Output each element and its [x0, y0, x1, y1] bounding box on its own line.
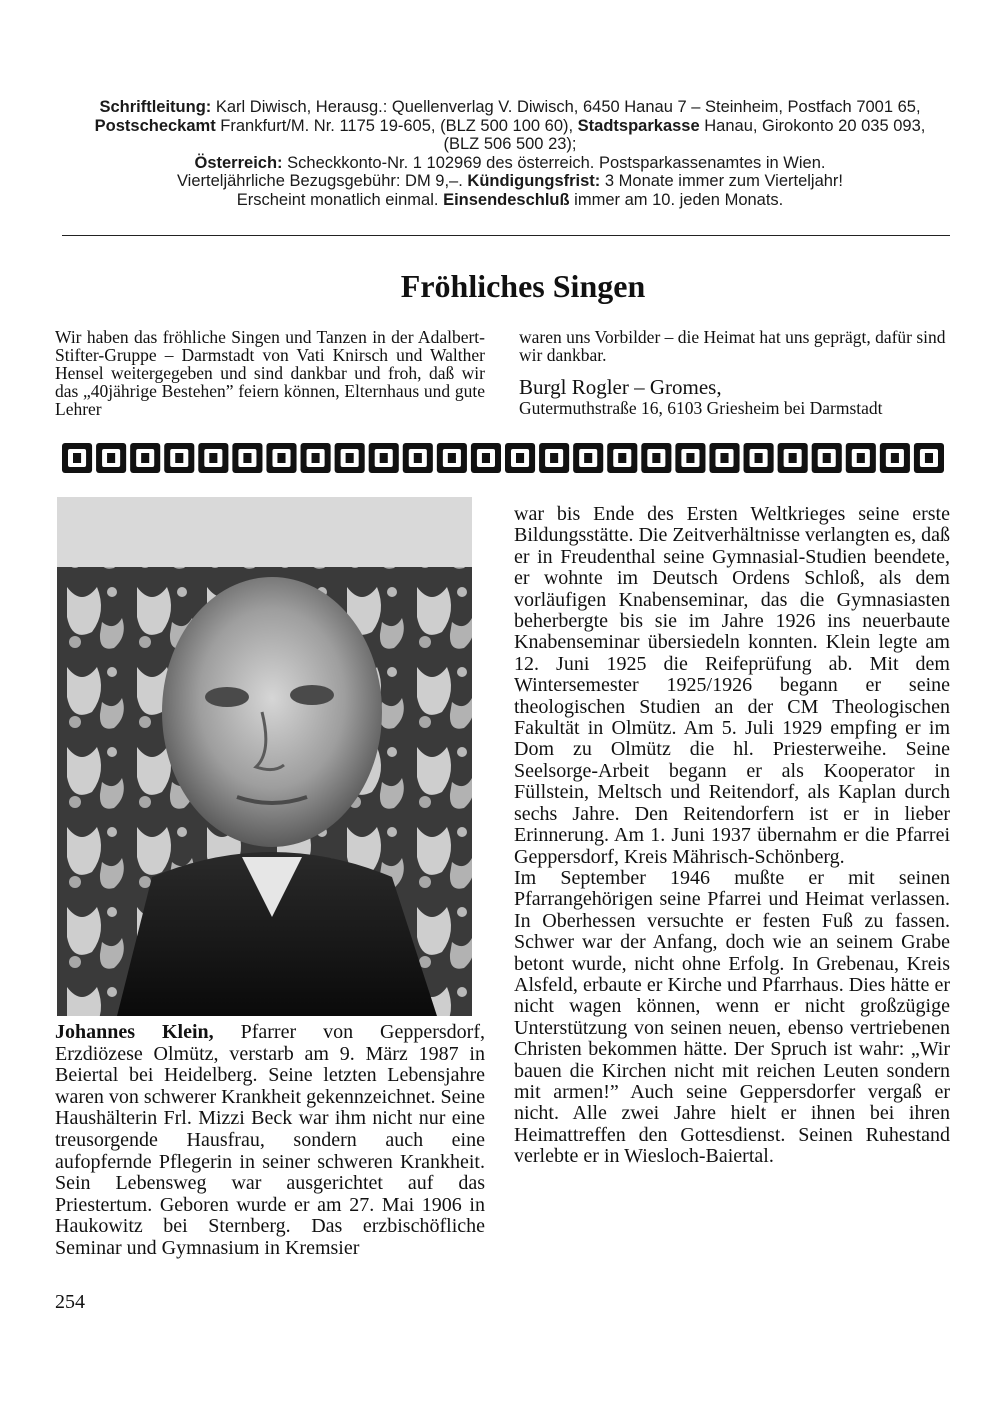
- article-headline: Fröhliches Singen: [400, 268, 646, 304]
- article2-left-column: [55, 1022, 485, 1260]
- ornament-cell-core: [482, 453, 490, 463]
- masthead-line-3: [60, 135, 960, 154]
- article2-left-text: Pfarrer von Geppersdorf, Erzdiözese Olmütz, verstarb am 9. März 1987 in Beiertal bei Heidelberg. Seine letzten Lebensjahre waren von schwerer Krankheit gekennzeichnet. Seine Haushälterin Frl. Mizzi Beck war ihm nicht nur eine treusorgende Hausfrau, sondern auch eine aufopfernde Pflegerin in seiner schweren Krankheit. Sein Lebensweg war ausgerichtet auf das Priestertum. Geboren wurde er am 27. Mai 1906 in Haukowitz bei Sternberg. Das erzbischöfliche Seminar und Gymnasium in Kremsier: [55, 1021, 485, 1259]
- masthead-text: Frankfurt/M. Nr. 1175 19-605, (BLZ 500 100 60),: [215, 116, 578, 135]
- article1-author-address: Gutermuthstraße 16, 6103 Griesheim bei Darmstadt: [519, 398, 883, 418]
- article1-right-column: [519, 328, 951, 418]
- ornament-cell-core: [73, 453, 81, 463]
- article2-right-column: [514, 504, 950, 1168]
- article2-person-name: Johannes Klein,: [55, 1021, 214, 1043]
- ornament-cell-core: [346, 453, 354, 463]
- masthead-text: 3 Monate immer zum Vierteljahr!: [600, 172, 844, 190]
- masthead-text: Hanau, Girokonto 20 035 093,: [699, 116, 926, 135]
- ornament-cell-core: [277, 453, 285, 463]
- ornament-cell-core: [550, 453, 558, 463]
- masthead-line-6: [60, 191, 960, 210]
- ornament-cell-core: [652, 453, 660, 463]
- masthead-label: Stadtsparkasse: [577, 116, 700, 135]
- ornamental-border: [60, 441, 946, 475]
- ornament-cell-core: [141, 453, 149, 463]
- masthead-label: Einsendeschluß: [443, 190, 570, 209]
- masthead-line-4: [60, 154, 960, 173]
- ornament-cell-core: [720, 453, 728, 463]
- ornament-cell-core: [380, 453, 388, 463]
- portrait-photo: [57, 497, 472, 1016]
- masthead: [60, 98, 960, 209]
- masthead-label: Postscheckamt: [94, 116, 216, 135]
- masthead-text: Erscheint monatlich einmal.: [236, 190, 444, 209]
- masthead-text: Vierteljährliche Bezugsgebühr: DM 9,–.: [176, 172, 468, 190]
- article1-right-text: waren uns Vorbilder – die Heimat hat uns geprägt, dafür sind wir dankbar.: [519, 327, 946, 365]
- masthead-divider: [62, 235, 950, 236]
- masthead-line-5: [60, 172, 960, 191]
- ornament-cell-core: [686, 453, 694, 463]
- article2-right-paragraph-1: war bis Ende des Ersten Weltkrieges seine erste Bildungsstätte. Die Zeitverhältnisse verlangten es, daß er in Freudenthal seine Gymnasial-Studien beendete, er wohnte im Deutsch Ordens Schloß, als dem vorläufigen Knabenseminar, das die Gymnasiasten beherbergte bis sie im Jahre 1926 ins neuerbaute Knabenseminar übersiedeln konnten. Klein legte am 12. Juni 1925 die Reifeprüfung ab. Mit dem Wintersemester 1925/1926 begann er seine theologischen Studien an der CM Theologischen Fakultät in Olmütz. Am 5. Juli 1929 empfing er im Dom zu Olmütz die hl. Priesterweihe. Seine Seelsorge-Arbeit begann er als Kooperator in Füllstein, Meltsch und Reitendorf, als Kaplan durch sechs Jahre. Den Reitendorfern ist er in lieber Erinnerung. Am 1. Juni 1937 übernahm er die Pfarrei Geppersdorf, Kreis Mährisch-Schönberg.: [514, 503, 950, 868]
- masthead-line-1: [60, 98, 960, 117]
- ornament-cell-core: [789, 453, 797, 463]
- ornament-cell-core: [618, 453, 626, 463]
- ornament-cell-core: [516, 453, 524, 463]
- masthead-text: immer am 10. jeden Monats.: [569, 190, 784, 209]
- masthead-label: Schriftleitung:: [99, 98, 212, 116]
- ornament-cell-core: [891, 453, 899, 463]
- ornament-cell-core: [755, 453, 763, 463]
- ornament-cell-core: [857, 453, 865, 463]
- page-number: 254: [55, 1291, 85, 1313]
- article2-right-paragraph-2: Im September 1946 mußte er mit seinen Pfarrangehörigen seine Pfarrei und Heimat verlassen. In Oberhessen versuchte er festen Fuß zu fassen. Schwer war der Anfang, doch wie an seinem Grabe betont wurde, nicht ohne Erfolg. In Grebenau, Kreis Alsfeld, erbaute er Kirche und Pfarrhaus. Dies hätte er nicht wagen können, wenn er nicht großzügige Unterstützung von seinen neuen, ebenso vertriebenen Christen bekommen hätte. Der Spruch ist wahr: „Wir bauen die Kirchen nicht mit reichen Leuten sondern mit armen!” Auch seine Geppersdorfer vergaß er nicht. Alle zwei Jahre hielt er ihnen bei ihren Heimattreffen den Gottesdienst. Seinen Ruhestand verlebte er in Wiesloch-Baiertal.: [514, 866, 950, 1168]
- ornament-cell-core: [584, 453, 592, 463]
- ornament-cell-core: [448, 453, 456, 463]
- ornament-cell-core: [243, 453, 251, 463]
- masthead-text: (BLZ 506 500 23);: [443, 135, 577, 153]
- article1-left-column: Wir haben das fröhliche Singen und Tanzen in der Adalbert-Stifter-Gruppe – Darmstadt von Vati Knirsch und Walther Hensel weitergegeben und sind dankbar und froh, daß wir das „40jährige Bestehen” feiern können, Elternhaus und gute Lehrer: [55, 327, 485, 419]
- masthead-text: Scheckkonto-Nr. 1 102969 des österreich. Postsparkassenamtes in Wien.: [282, 153, 826, 172]
- ornament-cell-core: [209, 453, 217, 463]
- ornament-cell-core: [107, 453, 115, 463]
- ornament-cell-core: [175, 453, 183, 463]
- article1-author-name: Burgl Rogler – Gromes,: [519, 375, 722, 399]
- ornament-cell-core: [823, 453, 831, 463]
- ornament-cell-core: [925, 453, 933, 463]
- masthead-line-2: [60, 117, 960, 136]
- masthead-text: Karl Diwisch, Herausg.: Quellenverlag V. Diwisch, 6450 Hanau 7 – Steinheim, Postfach 7001 65,: [211, 98, 921, 116]
- article2-left-paragraph: [55, 1022, 485, 1260]
- masthead-label: Österreich:: [194, 153, 283, 172]
- masthead-label: Kündigungsfrist:: [467, 172, 601, 190]
- ornament-cell-core: [312, 453, 320, 463]
- ornament-cell-core: [414, 453, 422, 463]
